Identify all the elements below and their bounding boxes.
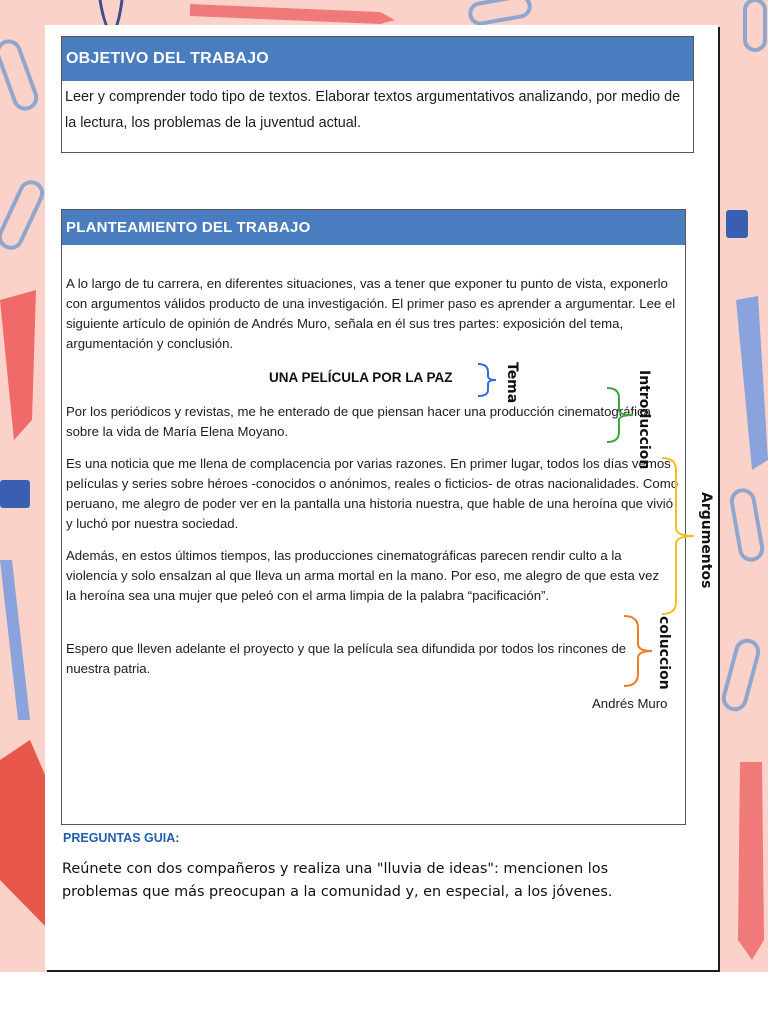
tema-label: Tema	[504, 362, 520, 404]
conclusion-bracket	[622, 614, 656, 688]
introduccion-label: Introduccion	[636, 370, 652, 470]
tema-bracket	[476, 362, 506, 398]
objective-text: Leer y comprender todo tipo de textos. Elaborar textos argumentativos analizando, por medio de la lectura, los problemas de la juventud actual.	[65, 89, 681, 131]
planning-intro: A lo largo de tu carrera, en diferentes situaciones, vas a tener que exponer tu punto de vista, exponerlo con argumentos válidos producto de una investigación. El primer paso es aprender a argumentar. Lee el siguiente artículo de opinión de Andrés Muro, señala en él sus tres partes: exposición del tema, argumentación y conclusión.	[66, 276, 676, 351]
article-paragraph-2: Es una noticia que me llena de complacencia por varias razones. En primer lugar, todos los días vemos películas y series sobre héroes -conocidos o anónimos, reales o ficticios- de otras nacionalidades. Como peruano, me alegro de poder ver en la pantalla una historia nuestra, que hable de una heroína que vivió y luchó por nuestra sociedad.	[66, 456, 679, 531]
objective-box	[61, 36, 694, 153]
argumentos-label: Argumentos	[698, 492, 714, 589]
article-title: UNA PELÍCULA POR LA PAZ	[269, 370, 453, 385]
article-author: Andrés Muro	[592, 696, 668, 711]
article-paragraph-4: Espero que lleven adelante el proyecto y que la película sea difundida por todos los rincones de nuestra patria.	[66, 641, 627, 676]
article-paragraph-1: Por los periódicos y revistas, me he enterado de que piensan hacer una producción cinematográfica sobre la vida de María Elena Moyano.	[66, 404, 651, 439]
conclusion-label: coluccion	[656, 616, 672, 690]
bottom-strip	[0, 972, 768, 1024]
argumentos-bracket	[660, 456, 698, 616]
guide-title: PREGUNTAS GUIA:	[63, 831, 180, 845]
planning-box	[61, 209, 686, 825]
objective-title: OBJETIVO DEL TRABAJO	[62, 37, 693, 81]
planning-title: PLANTEAMIENTO DEL TRABAJO	[62, 210, 685, 245]
article-paragraph-3: Además, en estos últimos tiempos, las producciones cinematográficas parecen rendir culto a la violencia y solo ensalzan al que lleva un arma mortal en la mano. Por eso, me alegro de que esta vez la heroína sea una mujer que peleó con el arma limpia de la palabra “pacificación”.	[66, 548, 660, 603]
introduccion-bracket	[605, 386, 639, 444]
guide-text: Reúnete con dos compañeros y realiza una "lluvia de ideas": mencionen los problemas que más preocupan a la comunidad y, en especial, a los jóvenes.	[62, 861, 613, 900]
